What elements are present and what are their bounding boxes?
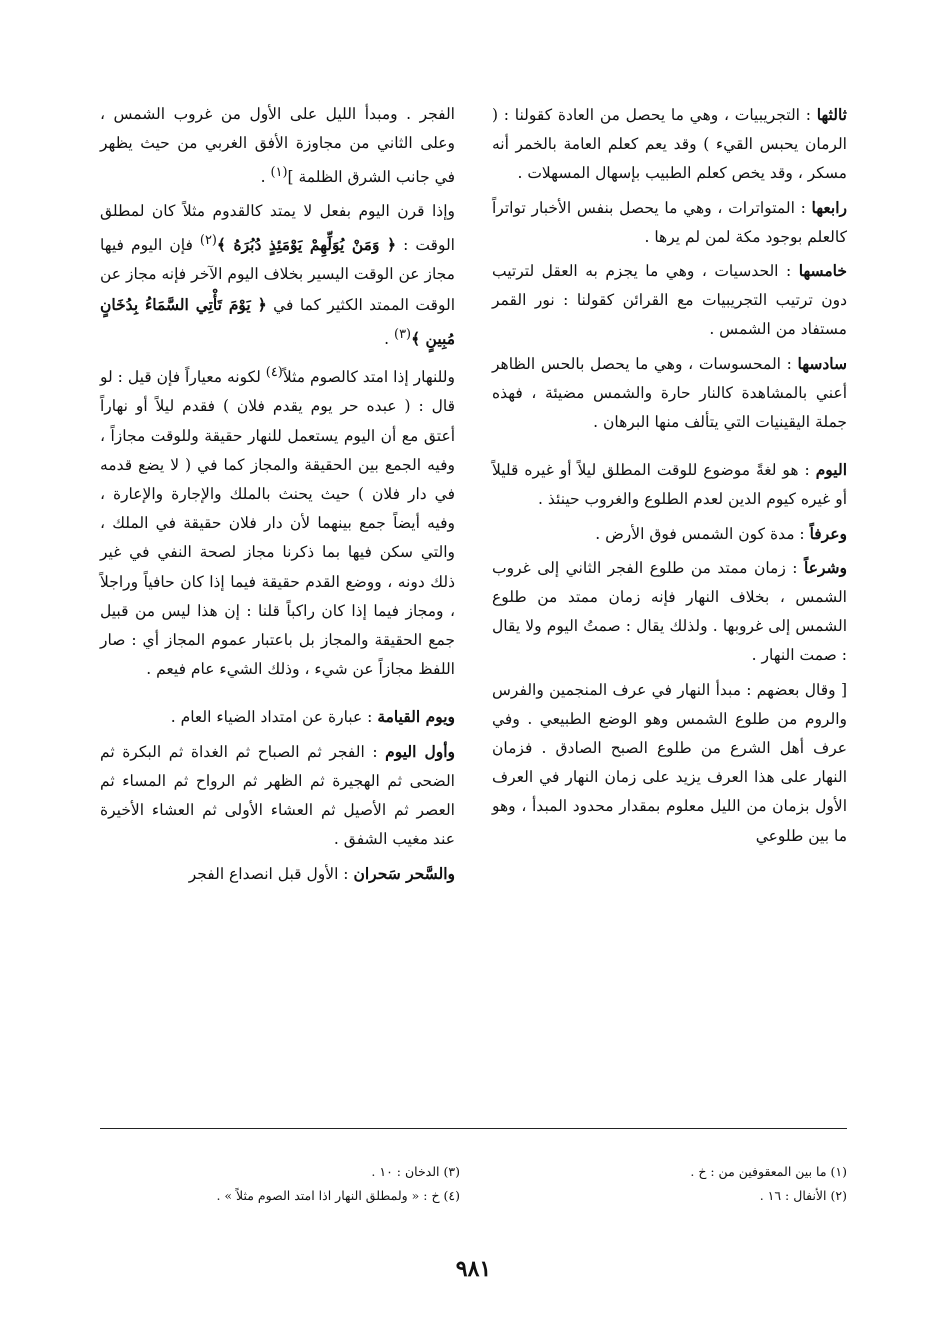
paragraph-first-of-day: وأول اليوم : الفجر ثم الصباح ثم الغداة ثم البكرة ثم الضحى ثم الهجيرة ثم الظهر ثم الرواح ثم المساء ثم العصر ثم الأصيل ثم العشاء الأولى ثم العشاء الأخيرة عند مغيب الشفق . xyxy=(100,741,455,849)
paragraph-day-sharia: وشرعاً : زمان ممتد من طلوع الفجر الثاني إلى غروب الشمس ، بخلاف النهار فإنه زمان ممتد من طلوع الشمس إلى غروبها . ولذلك يقال : صمتُ اليوم ولا يقال : صمت النهار . xyxy=(492,557,847,665)
footnote-1: (١) ما بين المعقوفين من : خ . xyxy=(690,1164,847,1179)
footnote-2: (٢) الأنفال : ١٦ . xyxy=(759,1188,847,1203)
paragraph-dawn-continuation: الفجر . ومبدأ الليل على الأول من غروب الشمس ، وعلى الثاني من مجاوزة الأفق الغربي من حيث يظهر في جانب الشرق الظلمة ]$^{(١)}$ . xyxy=(100,105,455,187)
paragraph-bracketed-quote: [ وقال بعضهم : مبدأ النهار في عرف المنجمين والفرس والروم من طلوع الشمس وهو الوضع الطبيعي . وفي عرف أهل الشرع من طلوع الصبح الصادق . فزمان النهار على هذا العرف يزيد على زمان النهار في العرف الأول بزمان من الليل معلوم بمقدار محدود المبدأ ، وهو ما بين طلوعي xyxy=(492,680,847,845)
quran-verse-dukhan: ﴿ يَوْمَ تَأْتِي السَّمَاءُ بِدُخَانٍ مُبِينٍ ﴾ xyxy=(100,294,455,348)
paragraph-day-definition: اليوم : هو لغةً موضوع للوقت المطلق ليلاً أو غيره قليلاً أو غيره كيوم الدين لعدم الطلوع والغروب حينئذ . xyxy=(492,460,847,509)
paragraph-daytime-extended: وللنهار إذا امتد كالصوم مثلاً$^{(٤)}$ لكونه معياراً فإن قيل : لو قال : ( عبده حر يوم يقدم فلان ) فقدم ليلاً أو نهاراً أعتق مع أن اليوم يستعمل للنهار حقيقة وللوقت مجازاً ، وفيه الجمع بين الحقيقة والمجاز كما في ( لا يضع قدمه في دار فلان ) حيث يحنث بالملك والإجارة والإعارة ، وفيه أيضاً جمع بينهما لأن دار فلان حقيقة في الملك ، والتي سكن فيها بما ذكرنا مجاز لصحة النفي في غير ذلك دونه ، ووضع القدم حقيقة فيما إذا كان حافياً وراجلاً ، ومجاز فيما إذا كان راكباً قلنا : إن هذا ليس من قبيل جمع الحقيقة والمجاز بل باعتبار عموم المجاز أي : صار اللفظ مجازاً عن شيء ، وذلك الشيء عام فيعم . xyxy=(100,365,455,679)
left-column xyxy=(100,100,455,893)
footnote-3: (٣) الدخان : ١٠ . xyxy=(371,1164,460,1179)
paragraph-sixthly: سادسها : المحسوسات ، وهي ما يحصل بالحس الظاهر أعني بالمشاهدة كالنار حارة والشمس مضيئة ، فهذه جملة اليقينيات التي يتألف منها البرهان . xyxy=(492,353,847,432)
paragraph-day-of-resurrection: ويوم القيامة : عبارة عن امتداد الضياء العام . xyxy=(170,707,455,727)
footnote-ref-1: (١) xyxy=(270,165,288,181)
footnote-ref-3: (٣) xyxy=(394,326,412,342)
paragraph-fifthly: خامسها : الحدسيات ، وهي ما يجزم به العقل لترتيب دون ترتيب التجريبيات مع القرائن كقولنا : نور القمر مستفاد من الشمس . xyxy=(492,261,847,339)
paragraph-day-custom: وعرفاً : مدة كون الشمس فوق الأرض . xyxy=(595,523,847,543)
footnotes-left xyxy=(100,1160,460,1208)
right-column xyxy=(492,100,847,855)
paragraph-sahar: والسَّحر سَحران : الأول قبل انصداع الفجر xyxy=(188,863,455,883)
paragraph-thirdly: ثالثها : التجريبيات ، وهي ما يحصل من العادة كقولنا : ( الرمان يحبس القيء ) وقد يعم كعلم العامة بالخمر أنه مسكر ، وقد يخص كعلم الطبيب بإسهال المسهلات . xyxy=(492,105,847,183)
footnotes-right xyxy=(487,1160,847,1208)
quran-verse-anfal: ﴿ وَمَنْ يُوَلِّهِمْ يَوْمَئِذٍ دُبُرَهُ ﴾ xyxy=(216,235,397,255)
footnote-4: (٤) خ : « ولمطلق النهار اذا امتد الصوم مثلاً » . xyxy=(216,1188,460,1203)
footnote-ref-2: (٢) xyxy=(199,232,217,248)
paragraph-day-with-verb: وإذا قرن اليوم بفعل لا يمتد كالقدوم مثلاً كان لمطلق الوقت : ﴿ وَمَنْ يُوَلِّهِمْ يَوْمَئِذٍ دُبُرَهُ ﴾$^{(٢)}$ فإن اليوم فيها مجاز عن الوقت اليسير بخلاف اليوم الآخر فإنه مجاز عن الوقت الممتد الكثير كما في ﴿ يَوْمَ تَأْتِي السَّمَاءُ بِدُخَانٍ مُبِينٍ ﴾$^{(٣)}$ . xyxy=(100,201,455,348)
footnote-separator xyxy=(100,1128,847,1129)
page-number: ٩٨١ xyxy=(455,1256,492,1282)
footnote-ref-4: (٤) xyxy=(265,365,283,381)
paragraph-fourthly: رابعها : المتواترات ، وهي ما يحصل بنفس الأخبار تواتراً كالعلم بوجود مكة لمن لم يرها . xyxy=(492,197,847,246)
